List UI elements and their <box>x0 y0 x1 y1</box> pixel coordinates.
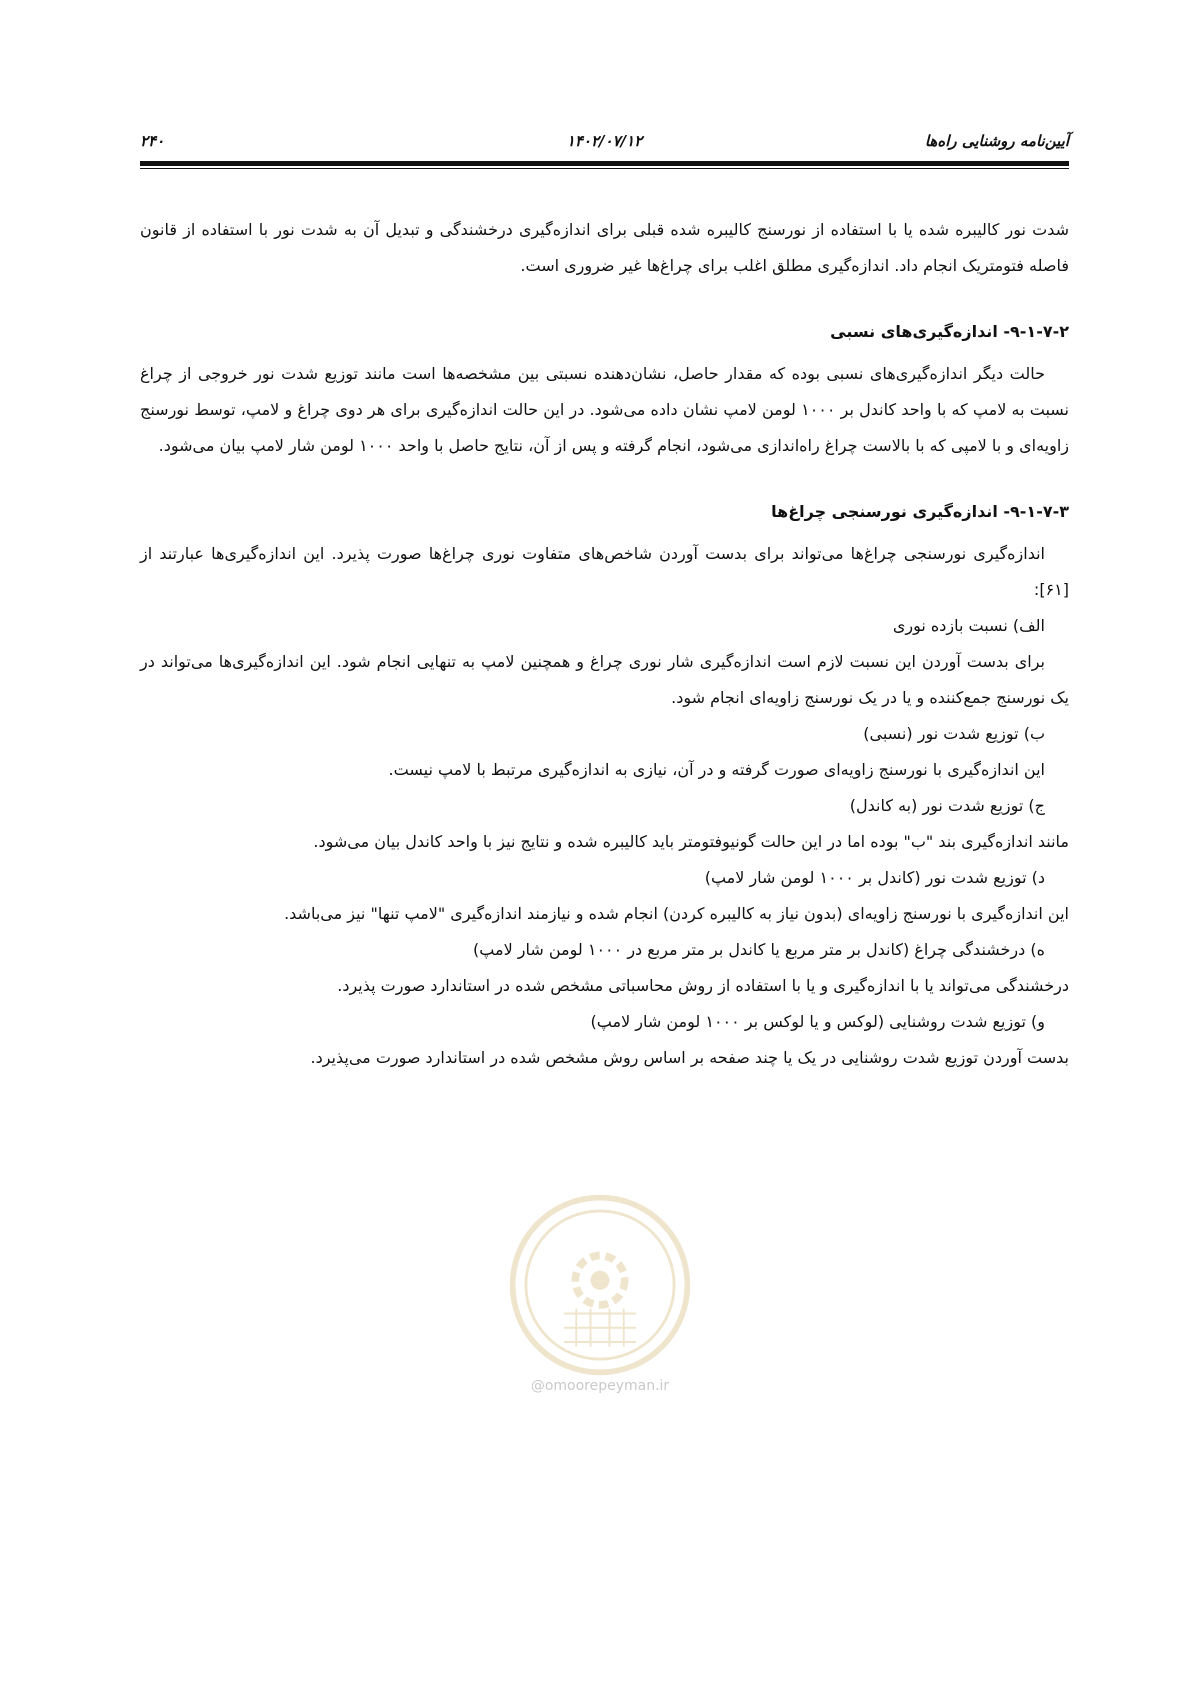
header-date: ۱۴۰۲/۰۷/۱۲ <box>566 132 643 150</box>
header-rule-thin <box>140 168 1069 169</box>
watermark-url: @omoorepeyman.ir <box>530 1378 670 1394</box>
item-e-title: ه) درخشندگی چراغ (کاندل بر متر مربع یا کاندل بر متر مربع در ۱۰۰۰ لومن شار لامپ) <box>473 940 1045 959</box>
page-content <box>140 212 1069 1076</box>
item-f-text: بدست آوردن توزیع شدت روشنایی در یک یا چند صفحه بر اساس روش مشخص شده در استاندارد صورت می‌پذیرد. <box>310 1048 1069 1067</box>
item-d-title: د) توزیع شدت نور (کاندل بر ۱۰۰۰ لومن شار لامپ) <box>704 868 1045 887</box>
item-d-text: این اندازه‌گیری با نورسنج زاویه‌ای (بدون نیاز به کالیبره کردن) انجام شده و نیازمند اندازه‌گیری "لامپ تنها" نیز می‌باشد. <box>284 904 1069 923</box>
section-heading-luminaire-photometry: ۹-۱-۷-۳- اندازه‌گیری نورسنجی چراغ‌ها <box>771 502 1069 521</box>
header-rule-thick <box>140 161 1069 166</box>
item-a-title: الف) نسبت بازده نوری <box>892 616 1045 635</box>
section-heading-relative-measurements: ۹-۱-۷-۲- اندازه‌گیری‌های نسبی <box>830 322 1069 341</box>
section-2-paragraph: حالت دیگر اندازه‌گیری‌های نسبی بوده که مقدار حاصل، نشان‌دهنده نسبتی بین مشخصه‌ها است مانند توزیع شدت نور خروجی از چراغ نسبت به لامپ که با واحد کاندل بر ۱۰۰۰ لومن لامپ نشان داده می‌شود. در این حالت اندازه‌گیری برای هر دوی چراغ و لامپ، توسط نورسنج زاویه‌ای و با لامپی که با بالاست چراغ راه‌اندازی می‌شود، انجام گرفته و پس از آن، نتایج حاصل با واحد ۱۰۰۰ لومن شار لامپ بیان می‌شود. <box>140 364 1070 455</box>
item-e-text: درخشندگی می‌تواند یا با اندازه‌گیری و یا با استفاده از روش محاسباتی مشخص شده در استاندارد صورت پذیرد. <box>337 976 1069 995</box>
item-b-text: این اندازه‌گیری با نورسنج زاویه‌ای صورت گرفته و در آن، نیازی به اندازه‌گیری مرتبط با لامپ نیست. <box>388 760 1045 779</box>
item-c-text: مانند اندازه‌گیری بند "ب" بوده اما در این حالت گونیوفتومتر باید کالیبره شده و نتایج نیز با واحد کاندل بیان می‌شود. <box>313 832 1069 851</box>
item-a-text: برای بدست آوردن این نسبت لازم است اندازه‌گیری شار نوری چراغ و همچنین لامپ به تنهایی انجام شود. این اندازه‌گیری‌ها می‌تواند در یک نورسنج جمع‌کننده و یا در یک نورسنج زاویه‌ای انجام شود. <box>140 652 1069 707</box>
section-3-paragraph: اندازه‌گیری نورسنجی چراغ‌ها می‌تواند برای بدست آوردن شاخص‌های متفاوت نوری چراغ‌ها صورت پذیرد. این اندازه‌گیری‌ها عبارتند از [۶۱]: <box>140 544 1069 599</box>
item-b-title: ب) توزیع شدت نور (نسبی) <box>863 724 1045 743</box>
header-title: آیین‌نامه روشنایی راه‌ها <box>924 132 1069 150</box>
watermark-logo-icon <box>505 1190 695 1380</box>
item-c-title: ج) توزیع شدت نور (به کاندل) <box>849 796 1045 815</box>
item-f-title: و) توزیع شدت روشنایی (لوکس و یا لوکس بر ۱۰۰۰ لومن شار لامپ) <box>590 1012 1045 1031</box>
intro-paragraph: شدت نور کالیبره شده یا با استفاده از نورسنج کالیبره شده قبلی برای اندازه‌گیری درخشندگی و تبدیل آن به شدت نور با استفاده از قانون فاصله فتومتریک انجام داد. اندازه‌گیری مطلق اغلب برای چراغ‌ها غیر ضروری است. <box>140 220 1069 275</box>
page-header <box>140 128 1069 158</box>
page-number: ۲۴۰ <box>140 132 165 150</box>
